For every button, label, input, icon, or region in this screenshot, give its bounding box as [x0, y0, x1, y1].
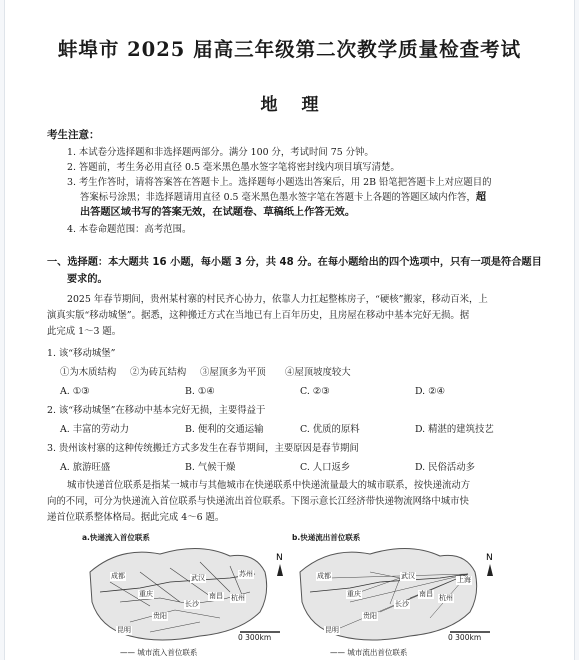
map-inflow-north: N [276, 553, 283, 563]
map-inflow-city: 杭州 [231, 594, 245, 602]
q1-option-d: D. ②④ [415, 386, 445, 397]
q1-stem: 1. 该“移动城堡” [47, 348, 116, 359]
section-heading-line1: 一、选择题：本大题共 16 小题，每小题 3 分，共 48 分。在每小题给出的四个选项中，只有一项是符合题目 [47, 257, 542, 268]
map-outflow-north: N [486, 553, 493, 563]
map-inflow-city: 南昌 [209, 592, 223, 600]
q1-choice-1: ①为木质结构 [60, 367, 117, 378]
q2-stem: 2. 该“移动城堡”在移动中基本完好无损，主要得益于 [47, 405, 266, 416]
q3-option-b: B. 气候干燥 [185, 462, 236, 473]
passage2-line3: 递首位联系整体格局。据此完成 4～6 题。 [47, 512, 225, 523]
q2-option-a: A. 丰富的劳动力 [60, 424, 129, 435]
q1-option-c: C. ②③ [300, 386, 330, 397]
map-outflow-city: 南昌 [419, 590, 433, 598]
passage1-line1: 2025 年春节期间，贵州某村寨的村民齐心协力，依靠人力扛起整栋房子，“硬核”搬家，移动百米，上 [67, 294, 488, 305]
map-inflow-label: a.快递流入首位联系 [82, 533, 150, 542]
map-outflow-city: 贵阳 [363, 612, 377, 620]
map-outflow-label: b.快递流出首位联系 [292, 533, 361, 542]
notice-item-2: 2. 答题前，考生务必用直径 0.5 毫米黑色墨水签字笔将密封线内项目填写清楚。 [67, 162, 400, 173]
notice-item-3-emph-start: 超 [475, 192, 487, 203]
notice-item-3-emph: 出答题区域书写的答案无效，在试题卷、草稿纸上作答无效。 [80, 207, 356, 218]
q2-option-c: C. 优质的原料 [300, 424, 360, 435]
q3-stem: 3. 贵州该村寨的这种传统搬迁方式多发生在春节期间，主要原因是春节期间 [47, 443, 359, 454]
map-inflow-city: 成都 [111, 572, 125, 580]
north-arrow-icon [487, 564, 493, 576]
map-outflow-city: 重庆 [347, 590, 361, 598]
map-outflow-city: 成都 [317, 572, 331, 580]
exam-title: 蚌埠市 2025 届高三年级第二次教学质量检查考试 [57, 38, 522, 61]
map-inflow-city: 重庆 [139, 590, 153, 598]
q1-choice-2: ②为砖瓦结构 [130, 367, 187, 378]
notice-heading: 考生注意： [47, 129, 100, 141]
map-outflow-city: 上海 [457, 576, 471, 584]
q3-option-c: C. 人口返乡 [300, 462, 351, 473]
map-inflow-city: 苏州 [239, 570, 253, 578]
q1-choice-4: ④屋顶坡度较大 [285, 367, 351, 378]
q3-option-a: A. 旅游旺盛 [60, 462, 111, 473]
passage1-line2: 演真实版“移动城堡”。据悉，这种搬迁方式在当地已有上百年历史，且房屋在移动中基本完好无损。据 [47, 310, 470, 321]
north-arrow-icon [277, 564, 283, 576]
q2-option-b: B. 便利的交通运输 [185, 424, 264, 435]
map-outflow [290, 532, 510, 660]
map-inflow-scale: 0 300km [238, 633, 272, 642]
passage2-line1: 城市快递首位联系是指某一城市与其他城市在快递联系中快递流量最大的城市联系，按快递流动方 [67, 480, 471, 491]
section-heading-line2: 要求的。 [67, 274, 108, 285]
q2-option-d: D. 精湛的建筑技艺 [415, 424, 494, 435]
map-outflow-legend: —— 城市流出首位联系 [330, 648, 408, 657]
notice-item-4: 4. 本卷命题范围：高考范围。 [67, 224, 192, 235]
map-inflow-city: 武汉 [191, 574, 205, 582]
passage1-line3: 此完成 1～3 题。 [47, 326, 122, 337]
q1-option-a: A. ①③ [60, 386, 90, 397]
map-outflow-city: 武汉 [401, 572, 415, 580]
notice-item-3-text: 答案标号涂黑；非选择题请用直径 0.5 毫米黑色墨水签字笔在答题卡上各题的答题区域内作答， [80, 192, 476, 203]
map-outflow-city: 昆明 [325, 626, 339, 634]
map-inflow-city: 昆明 [117, 626, 131, 634]
passage2-line2: 向的不同，可分为快递流入首位联系与快递流出首位联系。下图示意长江经济带快递物流网络中城市快 [47, 496, 469, 507]
notice-item-3: 3. 考生作答时，请将答案答在答题卡上。选择题每小题选出答案后，用 2B 铅笔把答题卡上对应题目的 [67, 177, 492, 188]
map-inflow-legend: —— 城市流入首位联系 [120, 648, 198, 657]
map-inflow-city: 长沙 [185, 600, 199, 608]
q3-option-d: D. 民俗活动多 [415, 462, 476, 473]
subject-title: 地理 [260, 95, 343, 115]
notice-item-3-cont [80, 191, 486, 205]
map-outflow-scale: 0 300km [448, 633, 482, 642]
q1-choice-3: ③屋顶多为平顶 [200, 367, 266, 378]
notice-item-1: 1. 本试卷分选择题和非选择题两部分。满分 100 分，考试时间 75 分钟。 [67, 147, 374, 158]
q1-option-b: B. ①④ [185, 386, 215, 397]
map-inflow [80, 532, 300, 660]
map-outflow-city: 杭州 [439, 594, 453, 602]
map-inflow-city: 贵阳 [153, 612, 167, 620]
map-outflow-city: 长沙 [395, 600, 409, 608]
